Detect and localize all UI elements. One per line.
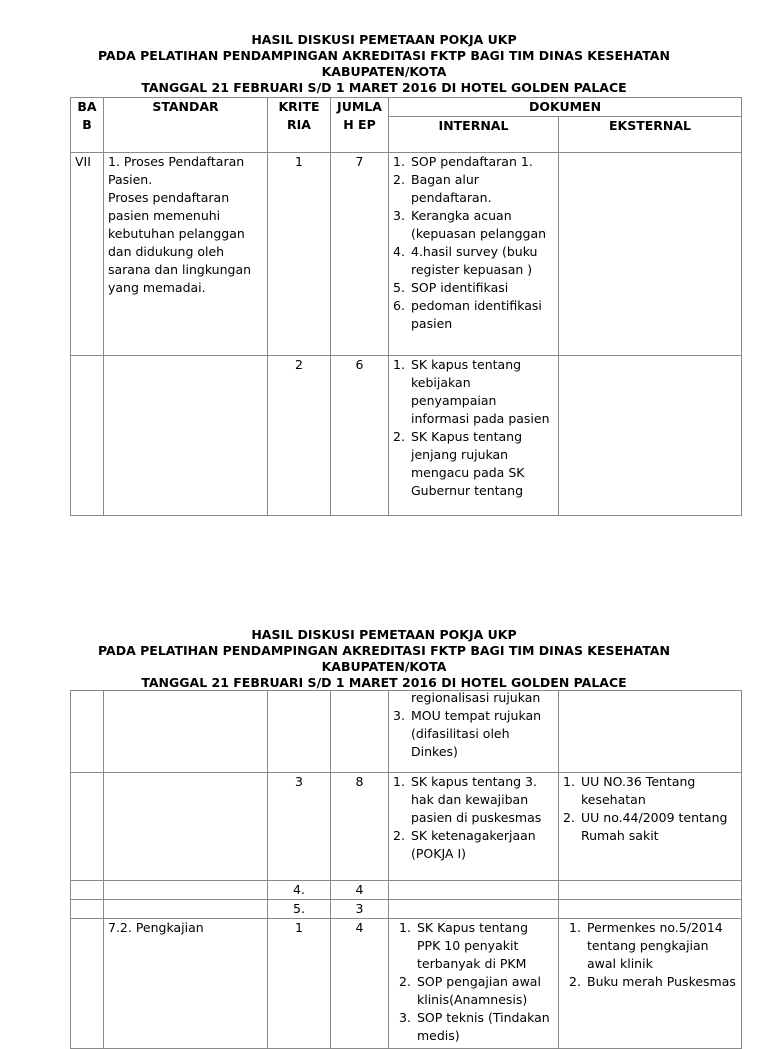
list-number: 2. [393, 172, 405, 187]
header-title: HASIL DISKUSI PEMETAAN POKJA UKP [251, 32, 517, 47]
cell-standar [104, 691, 268, 773]
cell-eksternal [559, 919, 742, 1049]
eksternal-list [563, 773, 737, 845]
list-number: 1. [393, 774, 405, 789]
col-jumlah-ep: JUMLA H EP [331, 98, 389, 153]
list-item [393, 827, 554, 863]
cell-jumlah-ep: 3 [331, 900, 389, 919]
cell-eksternal [559, 691, 742, 773]
list-item [393, 153, 554, 171]
list-text: pedoman identifikasi pasien [411, 298, 542, 331]
page-2 [0, 627, 768, 691]
list-item [399, 919, 554, 973]
cell-eksternal [559, 900, 742, 919]
header-subtitle: PADA PELATIHAN PENDAMPINGAN AKREDITASI FKTP BAGI TIM DINAS KESEHATAN [98, 643, 670, 658]
list-item [563, 809, 737, 845]
cell-kriteria: 4. [268, 881, 331, 900]
cell-standar [104, 900, 268, 919]
col-eksternal: EKSTERNAL [559, 117, 742, 153]
col-standar: STANDAR [104, 98, 268, 153]
eksternal-list [563, 919, 737, 991]
list-item [569, 919, 737, 973]
cell-eksternal [559, 773, 742, 881]
list-item [393, 356, 554, 428]
cell-eksternal [559, 153, 742, 356]
cell-bab: VII [71, 153, 104, 356]
list-item [393, 297, 554, 333]
list-number: 5. [393, 280, 405, 295]
list-item [399, 1009, 554, 1045]
header-title: HASIL DISKUSI PEMETAAN POKJA UKP [251, 627, 517, 642]
cell-bab [71, 900, 104, 919]
cell-kriteria: 1 [268, 153, 331, 356]
table-row [71, 919, 742, 1049]
list-item [569, 973, 737, 991]
cell-internal [389, 691, 559, 773]
col-kriteria: KRITE RIA [268, 98, 331, 153]
list-number: 2. [393, 429, 405, 444]
cell-jumlah-ep: 7 [331, 153, 389, 356]
cell-bab [71, 356, 104, 516]
cell-kriteria: 2 [268, 356, 331, 516]
cell-eksternal [559, 881, 742, 900]
list-text: SOP teknis (Tindakan medis) [417, 1010, 550, 1043]
cell-jumlah-ep [331, 691, 389, 773]
list-number: 1. [569, 920, 581, 935]
col-internal: INTERNAL [389, 117, 559, 153]
header-date: TANGGAL 21 FEBRUARI S/D 1 MARET 2016 DI HOTEL GOLDEN PALACE [141, 80, 627, 95]
table-row [71, 881, 742, 900]
list-text: UU NO.36 Tentang kesehatan [581, 774, 696, 807]
list-text: SOP identifikasi [411, 280, 509, 295]
table-row [71, 773, 742, 881]
cell-internal [389, 153, 559, 356]
cell-standar [104, 881, 268, 900]
cell-standar: 7.2. Pengkajian [104, 919, 268, 1049]
cell-internal [389, 773, 559, 881]
list-item [393, 279, 554, 297]
header-region: KABUPATEN/KOTA [321, 64, 447, 79]
list-item [399, 973, 554, 1009]
list-number: 1. [399, 920, 411, 935]
list-number: 3. [399, 1010, 411, 1025]
list-number: 1. [563, 774, 575, 789]
list-number: 1. [393, 154, 405, 169]
list-number: 2. [393, 828, 405, 843]
document-header [0, 627, 768, 691]
list-text: SK kapus tentang kebijakan penyampaian informasi pada pasien [411, 357, 550, 426]
list-item [393, 707, 554, 761]
cell-bab [71, 881, 104, 900]
cell-jumlah-ep: 4 [331, 919, 389, 1049]
internal-list [393, 153, 554, 333]
col-bab: BA B [71, 98, 104, 153]
cell-eksternal [559, 356, 742, 516]
list-text: SK Kapus tentang jenjang rujukan mengacu pada SK Gubernur tentang [411, 429, 525, 498]
cell-kriteria [268, 691, 331, 773]
list-text: 4.hasil survey (buku register kepuasan ) [411, 244, 538, 277]
header-subtitle: PADA PELATIHAN PENDAMPINGAN AKREDITASI FKTP BAGI TIM DINAS KESEHATAN [98, 48, 670, 63]
cell-internal [389, 900, 559, 919]
cell-kriteria: 5. [268, 900, 331, 919]
list-number: 3. [393, 708, 405, 723]
list-text: SK ketenagakerjaan (POKJA I) [411, 828, 536, 861]
page-1 [0, 32, 768, 96]
list-item [393, 428, 554, 500]
cell-standar [104, 356, 268, 516]
header-region: KABUPATEN/KOTA [321, 659, 447, 674]
list-text: SK Kapus tentang PPK 10 penyakit terbanyak di PKM [417, 920, 529, 971]
list-item [393, 243, 554, 279]
list-text: Kerangka acuan (kepuasan pelanggan [411, 208, 547, 241]
list-number: 4. [393, 244, 405, 259]
cell-internal [389, 356, 559, 516]
table-row [71, 356, 742, 516]
list-text: SK kapus tentang 3. hak dan kewajiban pasien di puskesmas [411, 774, 542, 825]
list-text: Buku merah Puskesmas [587, 974, 736, 989]
list-number: 2. [569, 974, 581, 989]
standar-desc: Proses pendaftaran pasien memenuhi kebutuhan pelanggan dan didukung oleh sarana dan lingkungan yang memadai. [108, 190, 252, 295]
header-date: TANGGAL 21 FEBRUARI S/D 1 MARET 2016 DI HOTEL GOLDEN PALACE [141, 675, 627, 690]
list-number: 2. [399, 974, 411, 989]
list-number: 1. [393, 357, 405, 372]
internal-list [393, 773, 554, 863]
internal-list [393, 919, 554, 1045]
list-number: 3. [393, 208, 405, 223]
cell-kriteria: 1 [268, 919, 331, 1049]
list-text: Permenkes no.5/2014 tentang pengkajian awal klinik [587, 920, 723, 971]
list-number: 6. [393, 298, 405, 313]
cell-jumlah-ep: 6 [331, 356, 389, 516]
table-row [71, 153, 742, 356]
list-item [563, 773, 737, 809]
list-text: SOP pengajian awal klinis(Anamnesis) [417, 974, 541, 1007]
internal-continuation: regionalisasi rujukan [411, 690, 541, 705]
cell-internal [389, 919, 559, 1049]
internal-list [393, 356, 554, 500]
list-text: SOP pendaftaran 1. [411, 154, 533, 169]
cell-kriteria: 3 [268, 773, 331, 881]
list-text: UU no.44/2009 tentang Rumah sakit [581, 810, 728, 843]
list-text: MOU tempat rujukan (difasilitasi oleh Dinkes) [411, 708, 542, 759]
mapping-table-page-2 [70, 690, 742, 1049]
standar-title: 1. Proses Pendaftaran Pasien. [108, 154, 245, 187]
cell-standar [104, 153, 268, 356]
cell-jumlah-ep: 8 [331, 773, 389, 881]
list-item [393, 207, 554, 243]
table-row [71, 900, 742, 919]
list-item [393, 171, 554, 207]
cell-jumlah-ep: 4 [331, 881, 389, 900]
cell-standar [104, 773, 268, 881]
list-number: 2. [563, 810, 575, 825]
cell-bab [71, 691, 104, 773]
mapping-table-page-1 [70, 97, 742, 516]
list-text: Bagan alur pendaftaran. [411, 172, 492, 205]
document-header [0, 32, 768, 96]
internal-list [393, 707, 554, 761]
list-item [393, 773, 554, 827]
table-row [71, 691, 742, 773]
cell-bab [71, 919, 104, 1049]
cell-bab [71, 773, 104, 881]
col-dokumen: DOKUMEN [389, 98, 742, 117]
cell-internal [389, 881, 559, 900]
